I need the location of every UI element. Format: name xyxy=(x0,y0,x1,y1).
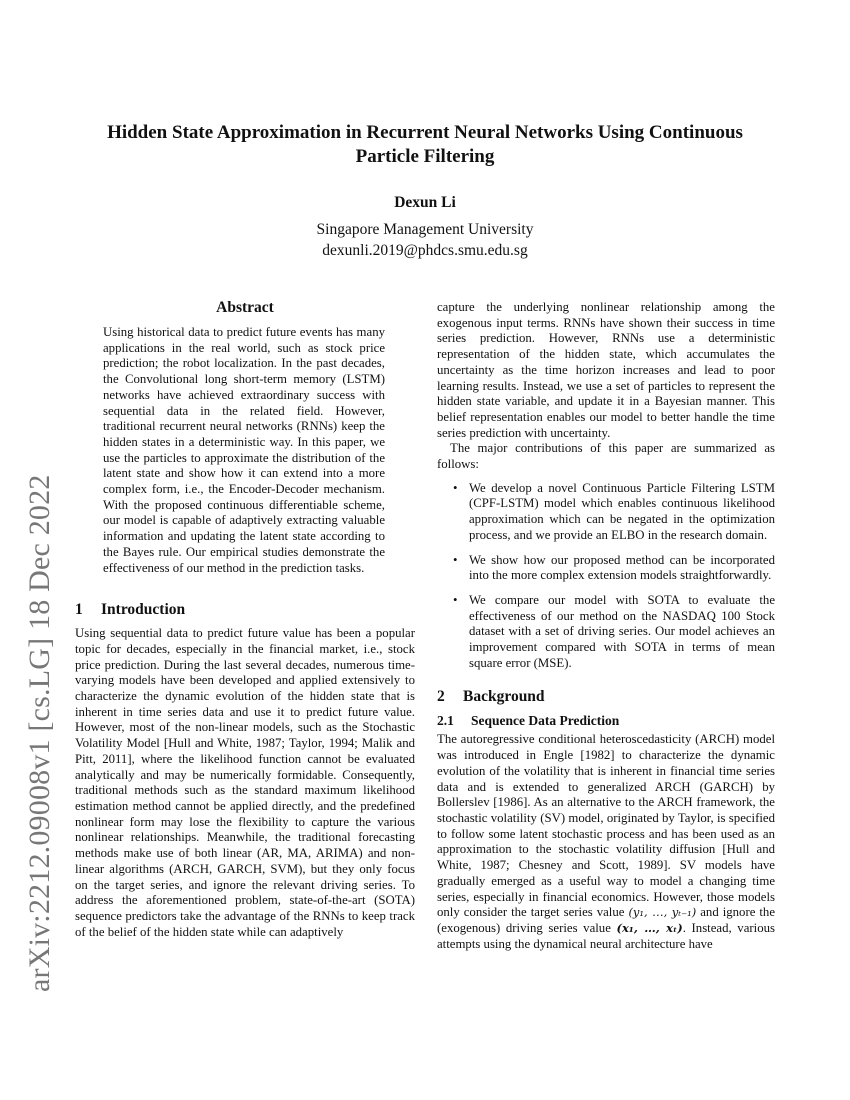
subsection-heading xyxy=(437,712,775,730)
list-item-text: We show how our proposed method can be incorporated into the more complex extension models straightforwardly. xyxy=(469,552,775,583)
list-item-text: We develop a novel Continuous Particle Filtering LSTM (CPF-LSTM) model which enables continuous likelihood approximation which can be negated in the optimization process, and we provide an ELBO in the research domain. xyxy=(469,480,775,542)
author-block xyxy=(75,192,775,261)
introduction-text: Using sequential data to predict future value has been a popular topic for decades, especially in the financial market, i.e., stock price prediction. During the last several decades, numerous time-varying models have been developed and applied extensively to characterize the dynamic evolution of the hidden state that is inherent in time series data and use it to predict future value. However, most of the non-linear models, such as the Stochastic Volatility Model [Hull and White, 1987; Taylor, 1994; Malik and Pitt, 2011], where the likelihood function cannot be evaluated analytically and may be numerically formidable. Consequently, traditional methods such as the standard maximum likelihood estimation method cannot be applied directly, and the predefined nonlinear form may lose the flexibility to capture the various nonlinear relationships. Meanwhile, the traditional forecasting methods make use of both linear (AR, MA, ARIMA) and non-linear algorithms (ARCH, GARCH, SVM), but they only focus on the target series, and ignore the relevant driving series. To address the aforementioned problem, state-of-the-art (SOTA) sequence predictors take the advantage of the RNNs to keep track of the belief of the hidden state while can adaptively xyxy=(75,626,415,939)
author-name: Dexun Li xyxy=(394,194,456,211)
author-email: dexunli.2019@phdcs.smu.edu.sg xyxy=(322,242,528,259)
bullet-icon: • xyxy=(453,552,458,567)
subsection-title: Sequence Data Prediction xyxy=(471,713,620,729)
contributions-intro: The major contributions of this paper are summarized as follows: xyxy=(437,441,775,472)
arxiv-identifier: arXiv:2212.09008v1 [cs.LG] 18 Dec 2022 xyxy=(23,474,56,992)
list-item-text: We compare our model with SOTA to evaluate the effectiveness of our method on the NASDAQ 100 Stock dataset with a set of driving series. Our model achieves an improvement compared with SOTA in terms of mean square error (MSE). xyxy=(469,592,775,670)
background-text xyxy=(437,732,775,952)
background-text-part-1: The autoregressive conditional heteroscedasticity (ARCH) model was introduced in Engle [1982] to characterize the dynamic evolution of the volatility that is inherent in financial time series data and is extended to generalized ARCH (GARCH) by Bollerslev [1986]. As an alternative to the ARCH framework, the stochastic volatility (SV) model, originated by Taylor, is specified to follow some latent stochastic process and has been used as an approximation to the stochastic volatility diffusion [Hull and White, 1987; Chesney and Scott, 1989]. SV models have gradually emerged as a useful way to model a changing time series, especially in financial economics. However, those models only consider the target series value xyxy=(437,732,775,920)
title-line-1: Hidden State Approximation in Recurrent Neural Networks Using Continuous xyxy=(107,122,743,143)
background-text-part-2: and ignore the (exogenous) driving series value xyxy=(437,905,776,935)
list-item xyxy=(437,593,775,672)
abstract-heading: Abstract xyxy=(216,299,274,316)
abstract-text: Using historical data to predict future events has many applications in the real world, such as stock price prediction; the robot localization. In the past decades, the Convolutional long short-term memory (LSTM) networks have achieved extraordinary success with sequential data in the related field. However, traditional recurrent neural networks (RNNs) keep the hidden states in a deterministic way. In this paper, we use the particles to approximate the distribution of the latent state and show how it can extend into a more complex form, i.e., the Encoder-Decoder mechanism. With the proposed continuous differentiable scheme, our model is capable of adaptively extracting valuable information and updating the latent state according to the Bayes rule. Our empirical studies demonstrate the effectiveness of our method in the prediction tasks. xyxy=(103,325,385,575)
list-item xyxy=(437,553,775,584)
list-item xyxy=(437,481,775,544)
introduction-continued-text: capture the underlying nonlinear relationship among the exogenous input terms. RNNs have shown their success in time series prediction. However, RNNs use a deterministic representation of the hidden state, which accumulates the uncertainty as the time horizon increases and lead to poor learning results. Instead, we use a set of particles to represent the hidden state variable, and update it in a Bayesian manner. This belief representation enables our model to better handle the time series prediction with uncertainty. xyxy=(437,300,775,440)
bullet-icon: • xyxy=(453,480,458,495)
section-title: Background xyxy=(463,688,545,706)
background-text-part-3: . Instead, various attempts using the dynamical neural architecture have xyxy=(437,920,775,951)
math-driving-series: (x₁, …, xₜ) xyxy=(616,920,683,935)
bullet-icon: • xyxy=(453,592,458,607)
contributions-list xyxy=(437,481,775,672)
subsection-number: 2.1 xyxy=(437,713,454,729)
section-number: 2 xyxy=(437,688,445,706)
background-heading xyxy=(437,687,775,707)
section-number: 1 xyxy=(75,601,83,619)
abstract xyxy=(103,325,385,576)
title-line-2: Particle Filtering xyxy=(355,146,495,167)
introduction-heading xyxy=(75,600,415,620)
section-title: Introduction xyxy=(101,601,186,619)
author-affiliation: Singapore Management University xyxy=(316,221,534,238)
math-target-series: (y₁, …, yₜ₋₁) xyxy=(628,905,697,920)
right-column xyxy=(437,300,775,952)
left-column xyxy=(75,298,415,940)
paper-title xyxy=(75,121,775,169)
